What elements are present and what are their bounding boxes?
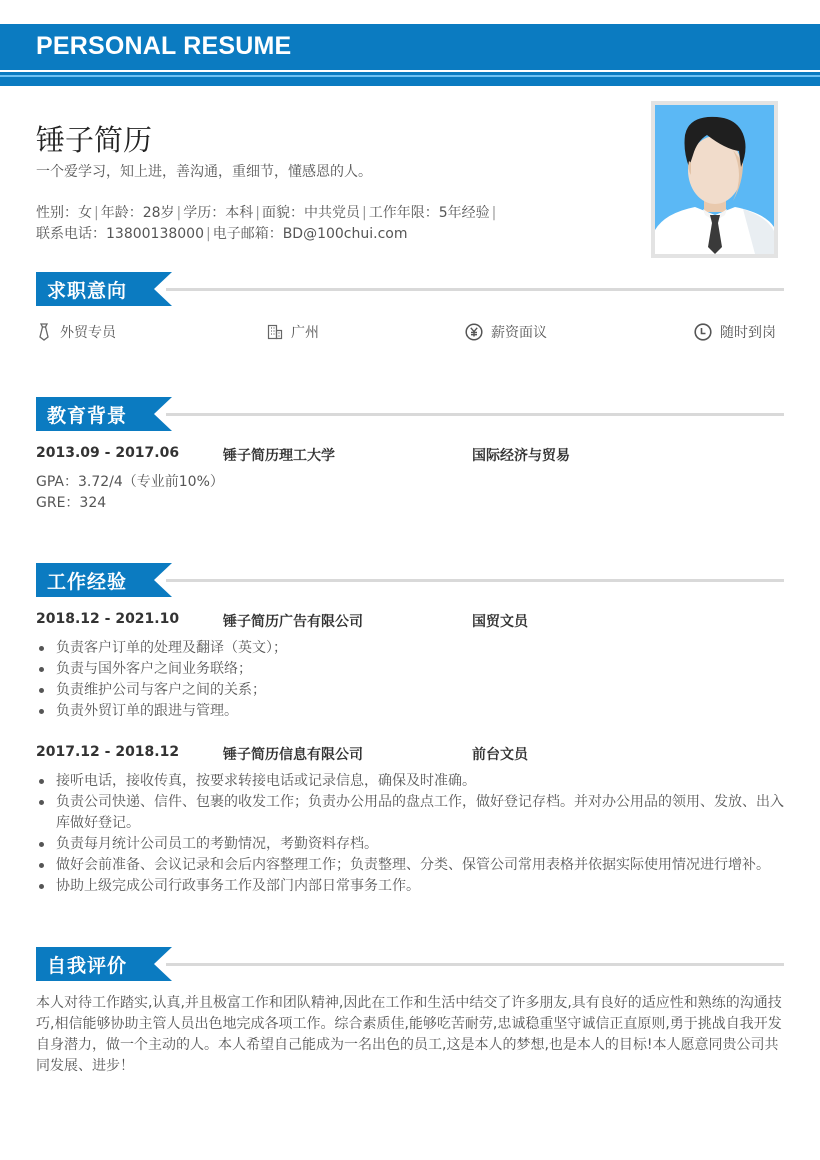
work-period: 2017.12 - 2018.12: [36, 744, 180, 760]
self-evaluation-text: 本人对待工作踏实,认真,并且极富工作和团队精神,因此在工作和生活中结交了许多朋友,具有良好的适应性和熟练的沟通技巧,相信能够协助主管人员出色地完成各项工作。综合素质佳,能够吃苦耐劳,忠诚稳重坚守诚信正直原则,勇于挑战自我开发自身潜力，做一个主动的人。本人希望自己能成为一名出色的员工,这是本人的梦想,也是本人的目标!本人愿意同贵公司共同发展、进步！: [36, 995, 782, 1074]
section-rule: [166, 413, 784, 416]
list-item: 负责客户订单的处理及翻译（英文）；: [36, 638, 786, 659]
work-position: 前台文员: [472, 747, 528, 763]
intent-salary: [465, 322, 547, 342]
section-title-education: 教育背景: [47, 405, 128, 427]
education-gpa: GPA：3.72/4（专业前10%）: [36, 474, 224, 490]
building-icon: [267, 324, 283, 340]
yen-icon: [465, 323, 483, 341]
intent-position-label: 外贸专员: [60, 325, 116, 341]
intent-availability: [694, 322, 776, 342]
section-ribbon: [36, 272, 172, 306]
section-header-self: [36, 947, 784, 981]
work-position: 国贸文员: [472, 614, 528, 630]
section-header-work: [36, 563, 784, 597]
header-title: PERSONAL RESUME: [36, 32, 292, 60]
candidate-name: 锤子简历: [36, 123, 153, 157]
basic-info-line-2: 联系电话：13800138000 | 电子邮箱：BD@100chui.com: [36, 226, 408, 242]
section-header-intent: [36, 272, 784, 306]
intent-position: [36, 322, 116, 342]
info-gender: 性别：女: [36, 205, 92, 221]
education-details: [36, 472, 224, 514]
section-header-education: [36, 397, 784, 431]
section-rule: [166, 963, 784, 966]
info-phone: 联系电话：13800138000: [36, 226, 204, 242]
work-company: 锤子简历广告有限公司: [223, 614, 363, 630]
clock-icon: [694, 323, 712, 341]
section-title-work: 工作经验: [47, 571, 128, 593]
intent-city: [267, 322, 319, 342]
info-political: 面貌：中共党员: [261, 205, 360, 221]
header-banner: [0, 24, 820, 86]
intent-salary-label: 薪资面议: [491, 325, 547, 341]
section-ribbon: [36, 947, 172, 981]
list-item: 负责与国外客户之间业务联络；: [36, 659, 786, 680]
tie-icon: [36, 323, 52, 341]
list-item: 做好会前准备、会议记录和会后内容整理工作；负责整理、分类、保管公司常用表格并依据实际使用情况进行增补。: [36, 855, 786, 876]
work-company: 锤子简历信息有限公司: [223, 747, 363, 763]
banner-divider-white: [0, 70, 820, 72]
section-ribbon: [36, 397, 172, 431]
education-major: 国际经济与贸易: [472, 448, 570, 464]
work-entry-1-bullets: [36, 638, 786, 722]
list-item: 负责公司快递、信件、包裹的收发工作；负责办公用品的盘点工作，做好登记存档。并对办公用品的领用、发放、出入库做好登记。: [36, 792, 786, 834]
section-rule: [166, 288, 784, 291]
education-entry-header: [36, 445, 570, 464]
section-ribbon: [36, 563, 172, 597]
list-item: 负责维护公司与客户之间的关系；: [36, 680, 786, 701]
list-item: 负责每月统计公司员工的考勤情况，考勤资料存档。: [36, 834, 786, 855]
candidate-motto: 一个爱学习，知上进，善沟通，重细节，懂感恩的人。: [36, 164, 372, 180]
list-item: 协助上级完成公司行政事务工作及部门内部日常事务工作。: [36, 876, 786, 897]
info-age: 年龄：28岁: [100, 205, 175, 221]
work-entry-2-header: [36, 744, 528, 763]
education-gre: GRE：324: [36, 495, 107, 511]
section-title-intent: 求职意向: [47, 280, 128, 302]
work-entry-1-header: [36, 611, 528, 630]
banner-divider-light: [0, 75, 820, 77]
avatar-photo: [651, 101, 778, 258]
basic-info-line-1: 性别：女 | 年龄：28岁 | 学历：本科 | 面貌：中共党员 | 工作年限：5年经验 |: [36, 205, 497, 221]
list-item: 负责外贸订单的跟进与管理。: [36, 701, 786, 722]
intent-city-label: 广州: [291, 325, 319, 341]
section-title-self: 自我评价: [47, 955, 128, 977]
work-entry-2-bullets: [36, 771, 786, 897]
education-school: 锤子简历理工大学: [223, 448, 335, 464]
info-email: 电子邮箱：BD@100chui.com: [212, 226, 408, 242]
info-years: 工作年限：5年经验: [368, 205, 490, 221]
work-period: 2018.12 - 2021.10: [36, 611, 180, 627]
list-item: 接听电话，接收传真，按要求转接电话或记录信息，确保及时准确。: [36, 771, 786, 792]
education-period: 2013.09 - 2017.06: [36, 445, 180, 461]
intent-availability-label: 随时到岗: [720, 325, 776, 341]
section-rule: [166, 579, 784, 582]
info-education: 学历：本科: [183, 205, 254, 221]
